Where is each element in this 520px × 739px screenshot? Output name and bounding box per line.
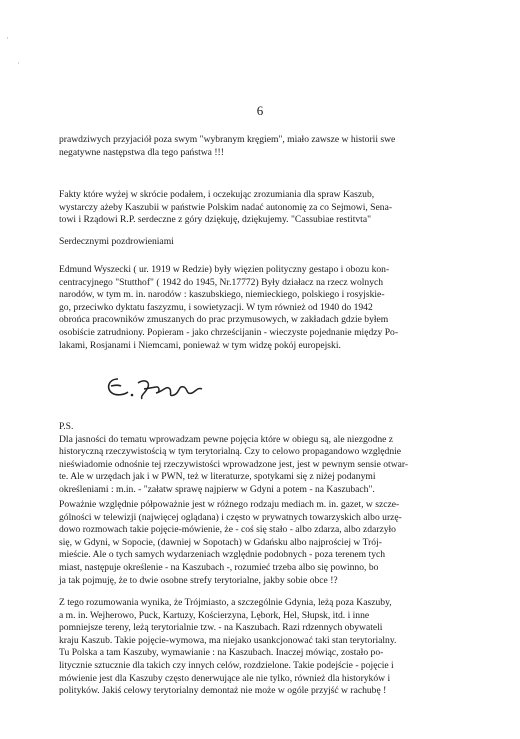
text-line: wystarczy ażeby Kaszubii w państwie Polskim nadać autonomię za co Sejmowi, Sena- [59, 201, 393, 213]
text-line: towi i Rządowi R.P. serdeczne z góry dziękuję, dziękujemy. "Cassubiae restitvta" [59, 214, 371, 226]
text-line: prawdziwych przyjaciół poza swym "wybranym kręgiem", miało zawsze w historii swe [59, 134, 396, 145]
text-line: Edmund Wyszecki ( ur. 1919 w Redzie) były więzien polityczny gestapo i obozu kon- [59, 264, 390, 275]
text-line: pomniejsze tereny, leżą terytorialnie tzw. - na Kaszubach. Razi rdzennych obywateli [59, 622, 383, 634]
text-line: narodów, w tym m. in. narodów : kaszubskiego, niemieckiego, polskiego i rosyjskie- [59, 289, 385, 301]
text-line: te. Ale w urzędach jak i w PWN, też w literaturze, spotykami się z niżej podanymi [59, 471, 376, 483]
text-line: polityków. Jakiś celowy terytorialny demontaż nie może w ogóle przyjść w rachubę ! [59, 685, 387, 697]
text-line: ja tak pojmuję, że to dwie osobne strefy terytorialne, jakby sobie obce !? [59, 574, 338, 586]
conclusion-paragraph [59, 597, 479, 698]
text-line: litycznie sztucznie dla takich czy innych celów, rozdzielone. Takie podejście - pojęcie i [59, 659, 394, 671]
scan-speck: ˙ [17, 61, 20, 71]
handwritten-signature [104, 373, 214, 411]
greeting [59, 236, 479, 249]
text-line: się, w Gdyni, w Sopocie, (dawniej w Sopotach) w Gdańsku albo najprościej w Trój- [59, 536, 382, 548]
text-line: miast, następuje określenie - na Kaszubach -, rozumieć trzeba albo się powinno, bo [59, 561, 379, 573]
ps-paragraph [59, 421, 479, 497]
text-line: Z tego rozumowania wynika, że Trójmiasto, a szczególnie Gdynia, leżą poza Kaszuby, [59, 597, 392, 608]
ps-label: P.S. [59, 421, 74, 432]
text-line: kraju Kaszub. Takie pojęcie-wymowa, ma niejako usankcjonować taki stan terytorialny. [59, 634, 397, 646]
text-line: historyczną rzeczywistością w tym terytorialną. Czy to celowo propagandowo względnie [59, 446, 402, 458]
text-line: Dla jasności do tematu wprowadzam pewne pojęcia które w obiegu są, ale niezgodne z [59, 433, 394, 445]
bio-paragraph [59, 264, 479, 352]
media-paragraph [59, 499, 479, 587]
text-line: Tu Polska a tam Kaszuby, wymawianie : na Kaszubach. Inaczej mówiąc, zostało po- [59, 647, 384, 659]
text-line: centracyjnego "Stutthof" ( 1942 do 1945, Nr.17772) Były działacz na rzecz wolnych [59, 276, 384, 288]
text-line: negatywne następstwa dla tego państwa !!! [59, 146, 224, 158]
text-line: mieście. Ale o tych samych wydarzeniach względnie podobnych - poza terenem tych [59, 549, 386, 561]
signature-drawing [104, 373, 214, 405]
text-line: Poważnie względnie półpoważnie jest w różnego rodzaju mediach m. in. gazet, w szcze- [59, 499, 400, 510]
text-line: obrońca pracowników zmuszanych do prac przymusowych, w zakładach gdzie byłem [59, 314, 389, 326]
text-line: nieświadomie odnośnie tej rzeczywistości wprowadzone jest, jest w pewnym sensie otwar- [59, 458, 409, 470]
greeting-text: Serdecznymi pozdrowieniami [59, 236, 174, 247]
facts-paragraph [59, 189, 479, 227]
text-line: Fakty które wyżej w skrócie podałem, i oczekując zrozumiania dla spraw Kaszub, [59, 189, 375, 200]
text-line: osobiście zatrudniony. Popieram - jako chrześcijanin - wieczyste pojednanie między Po- [59, 326, 399, 338]
intro-paragraph [59, 134, 479, 159]
text-line: lakami, Rosjanami i Niemcami, ponieważ w tym widzę pokój europejski. [59, 339, 341, 351]
scan-speck: · [6, 33, 9, 43]
text-line: określeniami : m.in. - "załatw sprawę najpierw w Gdyni a potem - na Kaszubach". [59, 483, 375, 495]
text-line: a m. in. Wejherowo, Puck, Kartuzy, Kościerzyna, Lębork, Hel, Słupsk, itd. i inne [59, 609, 370, 621]
page-number: 6 [256, 103, 264, 118]
text-line: gólności w telewizji (najwięcej oglądana) i często w prywatnych towarzyskich albo urzę- [59, 511, 402, 523]
text-line: mówienie jest dla Kaszuby często denerwujące ale nie tylko, również dla historyków i [59, 672, 391, 684]
text-line: go, przeciwko dyktatu faszyzmu, i sowietyzacji. W tym również od 1940 do 1942 [59, 301, 373, 313]
text-line: dowo rozmowach takie pojęcie-mówienie, że - coś się stało - albo zdarza, albo zdarzyło [59, 524, 396, 536]
